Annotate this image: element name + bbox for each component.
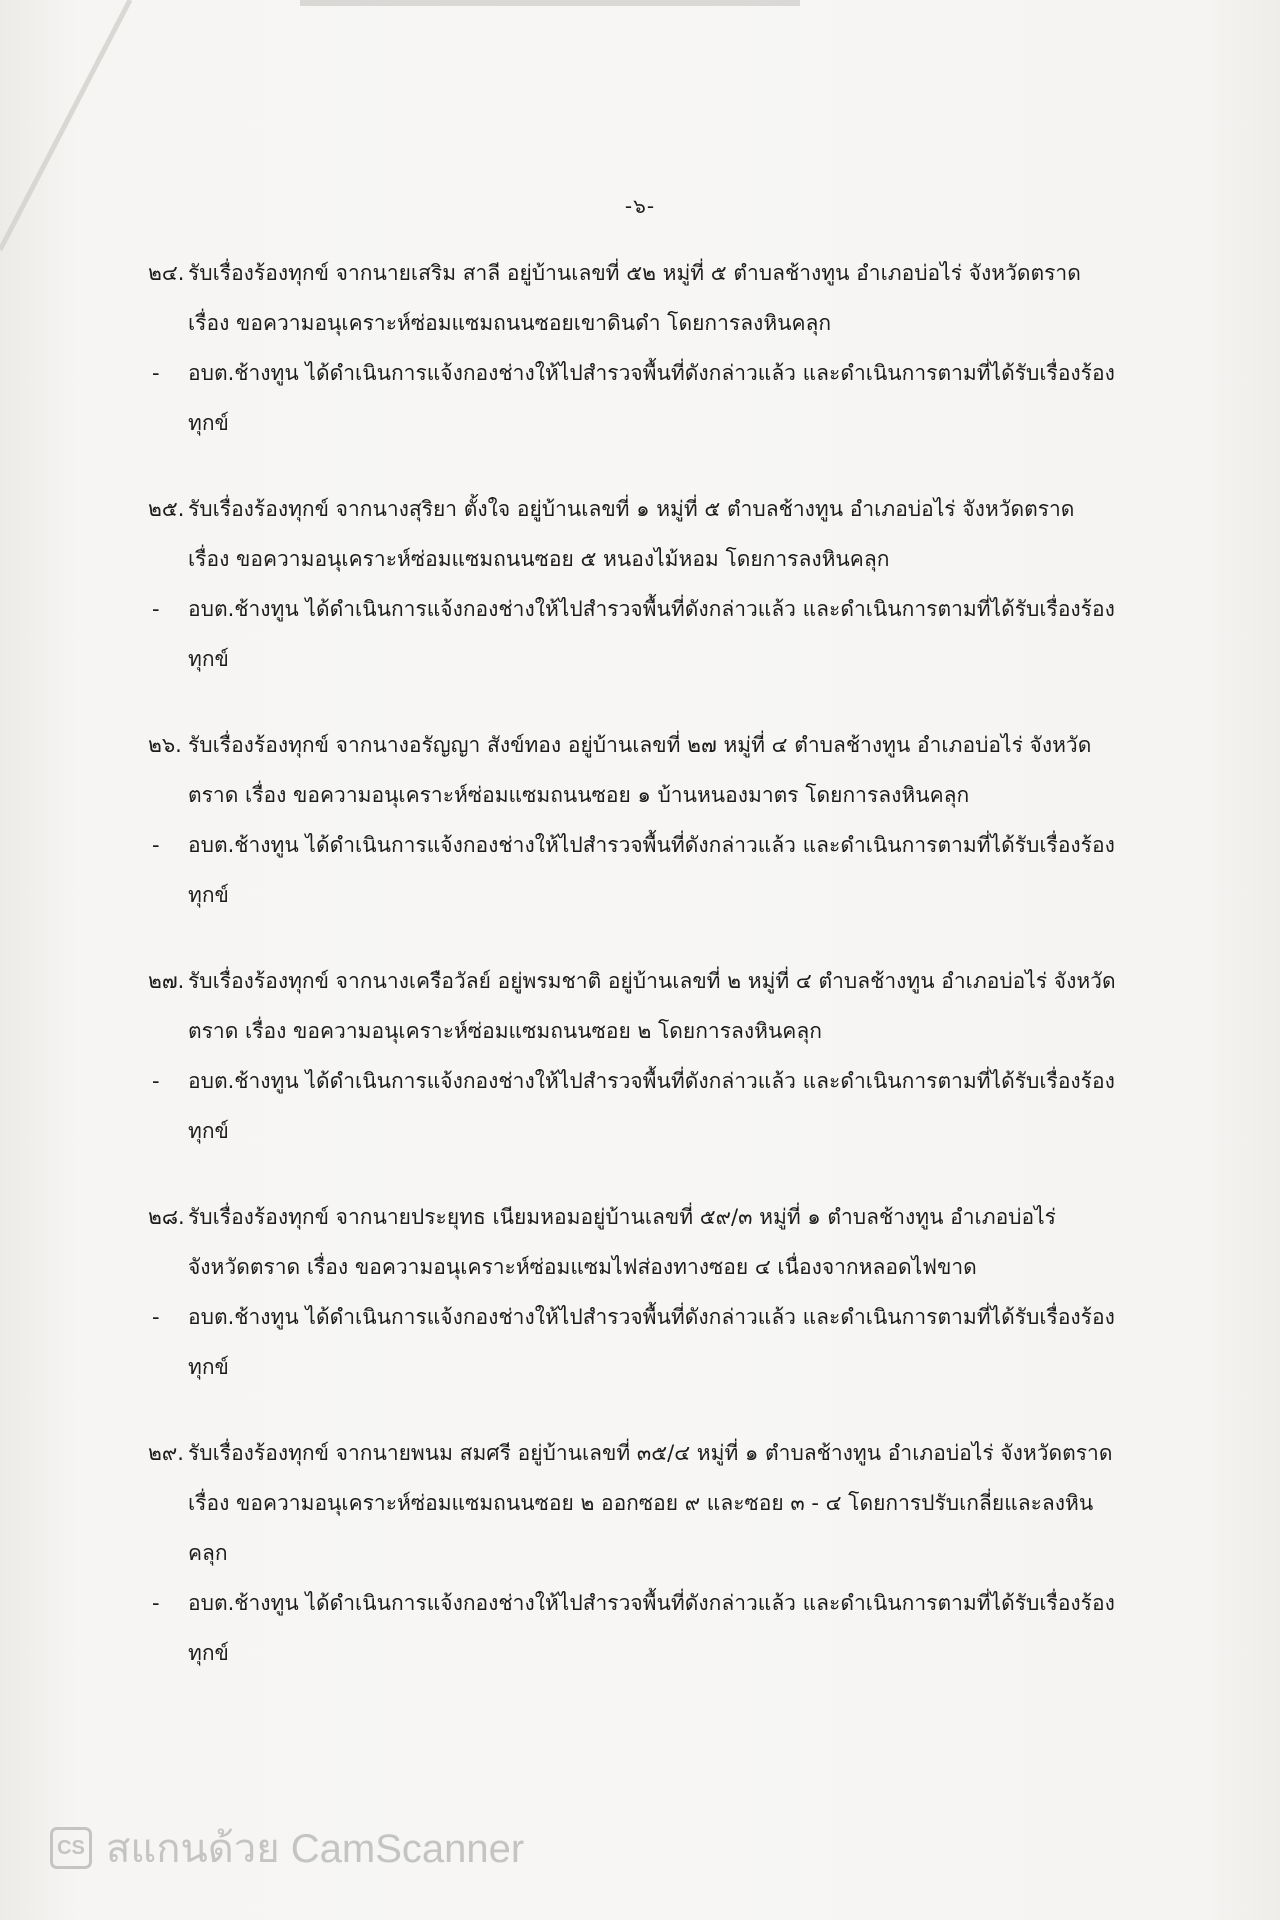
complaint-description: รับเรื่องร้องทุกข์ จากนางเครือวัลย์ อยู่พรมชาติ อยู่บ้านเลขที่ ๒ หมู่ที่ ๔ ตำบลช้างทูน อำเภอบ่อไร่ จังหวัดตราด เรื่อง ขอความอนุเคราะห์ซ่อมแซมถนนซอย ๒ โดยการลงหินคลุก	[188, 969, 1116, 1043]
complaint-action-text: อบต.ช้างทูน ได้ดำเนินการแจ้งกองช่างให้ไปสำรวจพื้นที่ดังกล่าวแล้ว และดำเนินการตามที่ได้รับเรื่องร้องทุกข์	[188, 1305, 1115, 1379]
bullet-dash: -	[152, 1069, 160, 1093]
complaint-list	[148, 248, 1118, 1714]
complaint-item	[148, 956, 1118, 1156]
page-number: -๖-	[624, 194, 656, 218]
complaint-number: ๒๙.	[148, 1441, 184, 1465]
complaint-description: รับเรื่องร้องทุกข์ จากนายพนม สมศรี อยู่บ้านเลขที่ ๓๕/๔ หมู่ที่ ๑ ตำบลช้างทูน อำเภอบ่อไร่ จังหวัดตราด เรื่อง ขอความอนุเคราะห์ซ่อมแซมถนนซอย ๒ ออกซอย ๙ และซอย ๓ - ๔ โดยการปรับเกลี่ยและลงหินคลุก	[188, 1441, 1113, 1565]
complaint-action-text: อบต.ช้างทูน ได้ดำเนินการแจ้งกองช่างให้ไปสำรวจพื้นที่ดังกล่าวแล้ว และดำเนินการตามที่ได้รับเรื่องร้องทุกข์	[188, 1069, 1115, 1143]
complaint-action	[148, 348, 1118, 448]
complaint-action	[148, 1056, 1118, 1156]
complaint-heading	[148, 484, 1118, 584]
complaint-heading	[148, 720, 1118, 820]
complaint-number: ๒๖.	[148, 733, 182, 757]
complaint-item	[148, 720, 1118, 920]
complaint-number: ๒๘.	[148, 1205, 185, 1229]
complaint-item	[148, 1192, 1118, 1392]
complaint-description: รับเรื่องร้องทุกข์ จากนางอรัญญา สังข์ทอง อยู่บ้านเลขที่ ๒๗ หมู่ที่ ๔ ตำบลช้างทูน อำเภอบ่อไร่ จังหวัดตราด เรื่อง ขอความอนุเคราะห์ซ่อมแซมถนนซอย ๑ บ้านหนองมาตร โดยการลงหินคลุก	[188, 733, 1092, 807]
bullet-dash: -	[152, 1305, 160, 1329]
complaint-action-text: อบต.ช้างทูน ได้ดำเนินการแจ้งกองช่างให้ไปสำรวจพื้นที่ดังกล่าวแล้ว และดำเนินการตามที่ได้รับเรื่องร้องทุกข์	[188, 1591, 1115, 1665]
complaint-heading	[148, 956, 1118, 1056]
bullet-dash: -	[152, 1591, 160, 1615]
bullet-dash: -	[152, 833, 160, 857]
complaint-heading	[148, 248, 1118, 348]
complaint-heading	[148, 1428, 1118, 1578]
camscanner-watermark	[50, 1822, 524, 1874]
watermark-text: สแกนด้วย CamScanner	[106, 1827, 525, 1871]
complaint-number: ๒๕.	[148, 497, 185, 521]
complaint-action-text: อบต.ช้างทูน ได้ดำเนินการแจ้งกองช่างให้ไปสำรวจพื้นที่ดังกล่าวแล้ว และดำเนินการตามที่ได้รับเรื่องร้องทุกข์	[188, 361, 1115, 435]
complaint-number: ๒๗.	[148, 969, 185, 993]
complaint-action-text: อบต.ช้างทูน ได้ดำเนินการแจ้งกองช่างให้ไปสำรวจพื้นที่ดังกล่าวแล้ว และดำเนินการตามที่ได้รับเรื่องร้องทุกข์	[188, 833, 1115, 907]
complaint-action-text: อบต.ช้างทูน ได้ดำเนินการแจ้งกองช่างให้ไปสำรวจพื้นที่ดังกล่าวแล้ว และดำเนินการตามที่ได้รับเรื่องร้องทุกข์	[188, 597, 1115, 671]
camscanner-logo-icon: CS	[50, 1827, 92, 1869]
complaint-item	[148, 248, 1118, 448]
complaint-action	[148, 584, 1118, 684]
complaint-action	[148, 820, 1118, 920]
complaint-item	[148, 1428, 1118, 1678]
complaint-action	[148, 1292, 1118, 1392]
bullet-dash: -	[152, 597, 160, 621]
bullet-dash: -	[152, 361, 160, 385]
complaint-description: รับเรื่องร้องทุกข์ จากนางสุริยา ตั้งใจ อยู่บ้านเลขที่ ๑ หมู่ที่ ๕ ตำบลช้างทูน อำเภอบ่อไร่ จังหวัดตราด เรื่อง ขอความอนุเคราะห์ซ่อมแซมถนนซอย ๕ หนองไม้หอม โดยการลงหินคลุก	[188, 497, 1075, 571]
complaint-description: รับเรื่องร้องทุกข์ จากนายเสริม สาลี อยู่บ้านเลขที่ ๕๒ หมู่ที่ ๕ ตำบลช้างทูน อำเภอบ่อไร่ จังหวัดตราด เรื่อง ขอความอนุเคราะห์ซ่อมแซมถนนซอยเขาดินดำ โดยการลงหินคลุก	[188, 261, 1081, 335]
top-edge-shadow	[300, 0, 800, 6]
complaint-description: รับเรื่องร้องทุกข์ จากนายประยุทธ เนียมหอมอยู่บ้านเลขที่ ๕๙/๓ หมู่ที่ ๑ ตำบลช้างทูน อำเภอบ่อไร่ จังหวัดตราด เรื่อง ขอความอนุเคราะห์ซ่อมแซมไฟส่องทางซอย ๔ เนื่องจากหลอดไฟขาด	[188, 1205, 1056, 1279]
complaint-action	[148, 1578, 1118, 1678]
complaint-number: ๒๔.	[148, 261, 185, 285]
complaint-item	[148, 484, 1118, 684]
complaint-heading	[148, 1192, 1118, 1292]
